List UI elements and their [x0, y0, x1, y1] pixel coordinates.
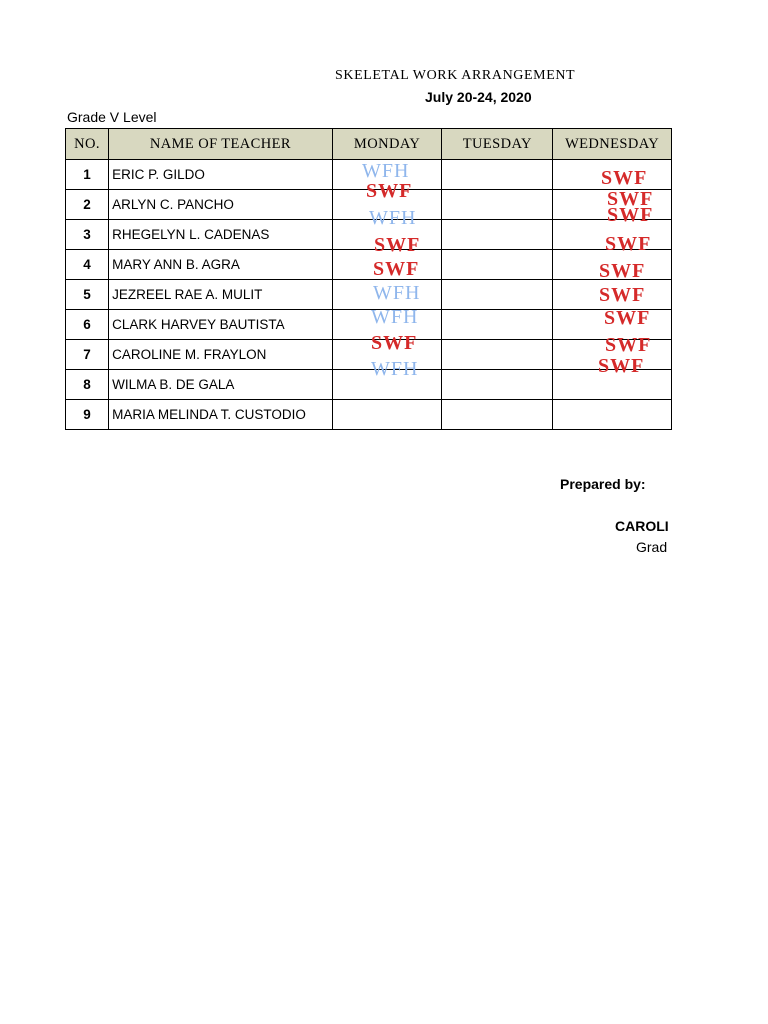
row-number: 4 — [66, 250, 109, 280]
table-row — [66, 400, 672, 430]
monday-stamp-wfh: WFH — [369, 207, 417, 229]
wednesday-stamp-swf: SWF — [601, 167, 648, 189]
table-header-row — [66, 129, 672, 160]
table-row — [66, 370, 672, 400]
row-number: 1 — [66, 160, 109, 190]
grade-level-label: Grade V Level — [67, 109, 157, 125]
tuesday-cell — [442, 190, 553, 220]
teacher-name: WILMA B. DE GALA — [109, 370, 333, 400]
header-name: NAME OF TEACHER — [109, 129, 333, 160]
monday-stamp-swf: SWF — [374, 234, 421, 256]
row-number: 8 — [66, 370, 109, 400]
table-row — [66, 250, 672, 280]
tuesday-cell — [442, 340, 553, 370]
monday-stamp-wfh: WFH — [373, 282, 421, 304]
monday-stamp-swf: SWF — [371, 332, 418, 354]
wednesday-cell — [553, 400, 672, 430]
table-row — [66, 310, 672, 340]
monday-cell — [332, 400, 442, 430]
wednesday-stamp-swf: SWF — [598, 355, 645, 377]
table-row — [66, 280, 672, 310]
monday-stamp-wfh: WFH — [362, 160, 410, 182]
monday-stamp-swf: SWF — [366, 180, 413, 202]
teacher-name: MARY ANN B. AGRA — [109, 250, 333, 280]
prepared-by-label: Prepared by: — [560, 476, 646, 492]
teacher-name: JEZREEL RAE A. MULIT — [109, 280, 333, 310]
tuesday-cell — [442, 400, 553, 430]
row-number: 6 — [66, 310, 109, 340]
wednesday-stamp-swf: SWF — [605, 233, 652, 255]
tuesday-cell — [442, 220, 553, 250]
header-tuesday: TUESDAY — [442, 129, 553, 160]
monday-stamp-wfh: WFH — [371, 306, 419, 328]
document-title: SKELETAL WORK ARRANGEMENT — [335, 68, 576, 83]
tuesday-cell — [442, 370, 553, 400]
row-number: 2 — [66, 190, 109, 220]
teacher-name: RHEGELYN L. CADENAS — [109, 220, 333, 250]
row-number: 9 — [66, 400, 109, 430]
header-monday: MONDAY — [332, 129, 442, 160]
monday-stamp-swf: SWF — [373, 258, 420, 280]
wednesday-stamp-swf: SWF — [599, 284, 646, 306]
teacher-name: ARLYN C. PANCHO — [109, 190, 333, 220]
monday-stamp-wfh: WFH — [371, 358, 419, 380]
table-row — [66, 340, 672, 370]
row-number: 5 — [66, 280, 109, 310]
teacher-name: CLARK HARVEY BAUTISTA — [109, 310, 333, 340]
header-wednesday: WEDNESDAY — [553, 129, 672, 160]
signer-name: CAROLI — [615, 518, 669, 534]
tuesday-cell — [442, 160, 553, 190]
row-number: 3 — [66, 220, 109, 250]
tuesday-cell — [442, 280, 553, 310]
header-no: NO. — [66, 129, 109, 160]
teacher-name: CAROLINE M. FRAYLON — [109, 340, 333, 370]
wednesday-stamp-swf: SWF — [607, 188, 654, 210]
document-dates: July 20-24, 2020 — [425, 89, 532, 105]
wednesday-stamp-swf: SWF — [599, 260, 646, 282]
tuesday-cell — [442, 310, 553, 340]
signer-title: Grad — [636, 539, 668, 555]
wednesday-stamp-swf: SWF — [605, 334, 652, 356]
teacher-name: MARIA MELINDA T. CUSTODIO — [109, 400, 333, 430]
wednesday-stamp-swf: SWF — [604, 307, 651, 329]
wednesday-stamp-swf: SWF — [607, 204, 654, 226]
row-number: 7 — [66, 340, 109, 370]
teacher-name: ERIC P. GILDO — [109, 160, 333, 190]
tuesday-cell — [442, 250, 553, 280]
